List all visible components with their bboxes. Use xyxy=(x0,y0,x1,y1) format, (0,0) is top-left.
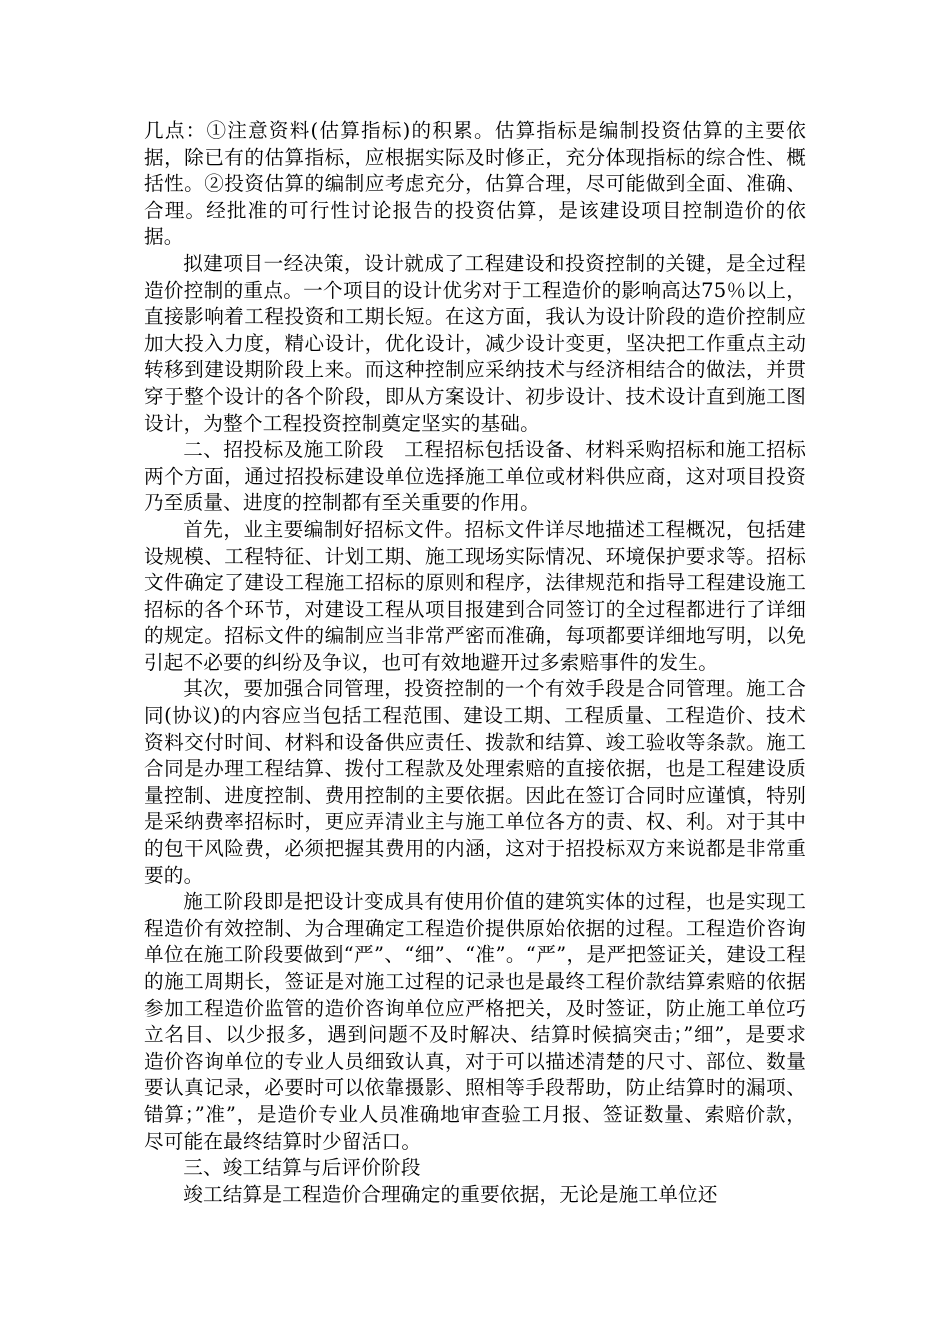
paragraph-5: 其次，要加强合同管理，投资控制的一个有效手段是合同管理。施工合同(协议)的内容应当包括工程范围、建设工期、工程质量、工程造价、技术资料交付时间、材料和设备供应责任、拨款和结算、竣工验收等条款。施工合同是办理工程结算、拨付工程款及处理索赔的直接依据，也是工程建设质量控制、进度控制、费用控制的主要依据。因此在签订合同时应谨慎，特别是采纳费率招标时，更应弄清业主与施工单位各方的责、权、利。对于其中的包干风险费，必须把握其费用的内涵，这对于招投标双方来说都是非常重要的。 xyxy=(144,677,806,887)
paragraph-1: 几点：①注意资料(估算指标)的积累。估算指标是编制投资估算的主要依据，除已有的估算指标，应根据实际及时修正，充分体现指标的综合性、概括性。②投资估算的编制应考虑充分，估算合理，尽可能做到全面、准确、合理。经批准的可行性讨论报告的投资估算，是该建设项目控制造价的依据。 xyxy=(144,119,806,249)
document-body xyxy=(144,118,806,1208)
section-heading: 三、竣工结算与后评价阶段 xyxy=(183,1156,421,1180)
paragraph-7: 竣工结算是工程造价合理确定的重要依据，无论是施工单位还 xyxy=(183,1182,718,1206)
paragraph-2: 拟建项目一经决策，设计就成了工程建设和投资控制的关键，是全过程造价控制的重点。一个项目的设计优劣对于工程造价的影响高达75％以上，直接影响着工程投资和工期长短。在这方面，我认为设计阶段的造价控制应加大投入力度，精心设计，优化设计，减少设计变更，坚决把工作重点主动转移到建设期阶段上来。而这种控制应采纳技术与经济相结合的做法，并贯穿于整个设计的各个阶段，即从方案设计、初步设计、技术设计直到施工图设计，为整个工程投资控制奠定坚实的基础。 xyxy=(144,251,806,435)
paragraph-4: 首先，业主要编制好招标文件。招标文件详尽地描述工程概况，包括建设规模、工程特征、计划工期、施工现场实际情况、环境保护要求等。招标文件确定了建设工程施工招标的原则和程序，法律规范和指导工程建设施工招标的各个环节，对建设工程从项目报建到合同签订的全过程都进行了详细的规定。招标文件的编制应当非常严密而准确，每项都要详细地写明，以免引起不必要的纠纷及争议，也可有效地避开过多索赔事件的发生。 xyxy=(144,517,806,674)
paragraph-6: 施工阶段即是把设计变成具有使用价值的建筑实体的过程，也是实现工程造价有效控制、为合理确定工程造价提供原始依据的过程。工程造价咨询单位在施工阶段要做到“严”、“细”、“准”。“严”，是严把签证关，建设工程的施工周期长，签证是对施工过程的记录也是最终工程价款结算索赔的依据参加工程造价监管的造价咨询单位应严格把关，及时签证，防止施工单位巧立名目、以少报多，遇到问题不及时解决、结算时候搞突击；”细”，是要求造价咨询单位的专业人员细致认真，对于可以描述清楚的尺寸、部位、数量要认真记录，必要时可以依靠摄影、照相等手段帮助，防止结算时的漏项、错算；”准”，是造价专业人员准确地审查验工月报、签证数量、索赔价款，尽可能在最终结算时少留活口。 xyxy=(144,890,806,1153)
paragraph-3: 二、招投标及施工阶段 工程招标包括设备、材料采购招标和施工招标两个方面，通过招投标建设单位选择施工单位或材料供应商，这对项目投资乃至质量、进度的控制都有至关重要的作用。 xyxy=(144,438,806,515)
